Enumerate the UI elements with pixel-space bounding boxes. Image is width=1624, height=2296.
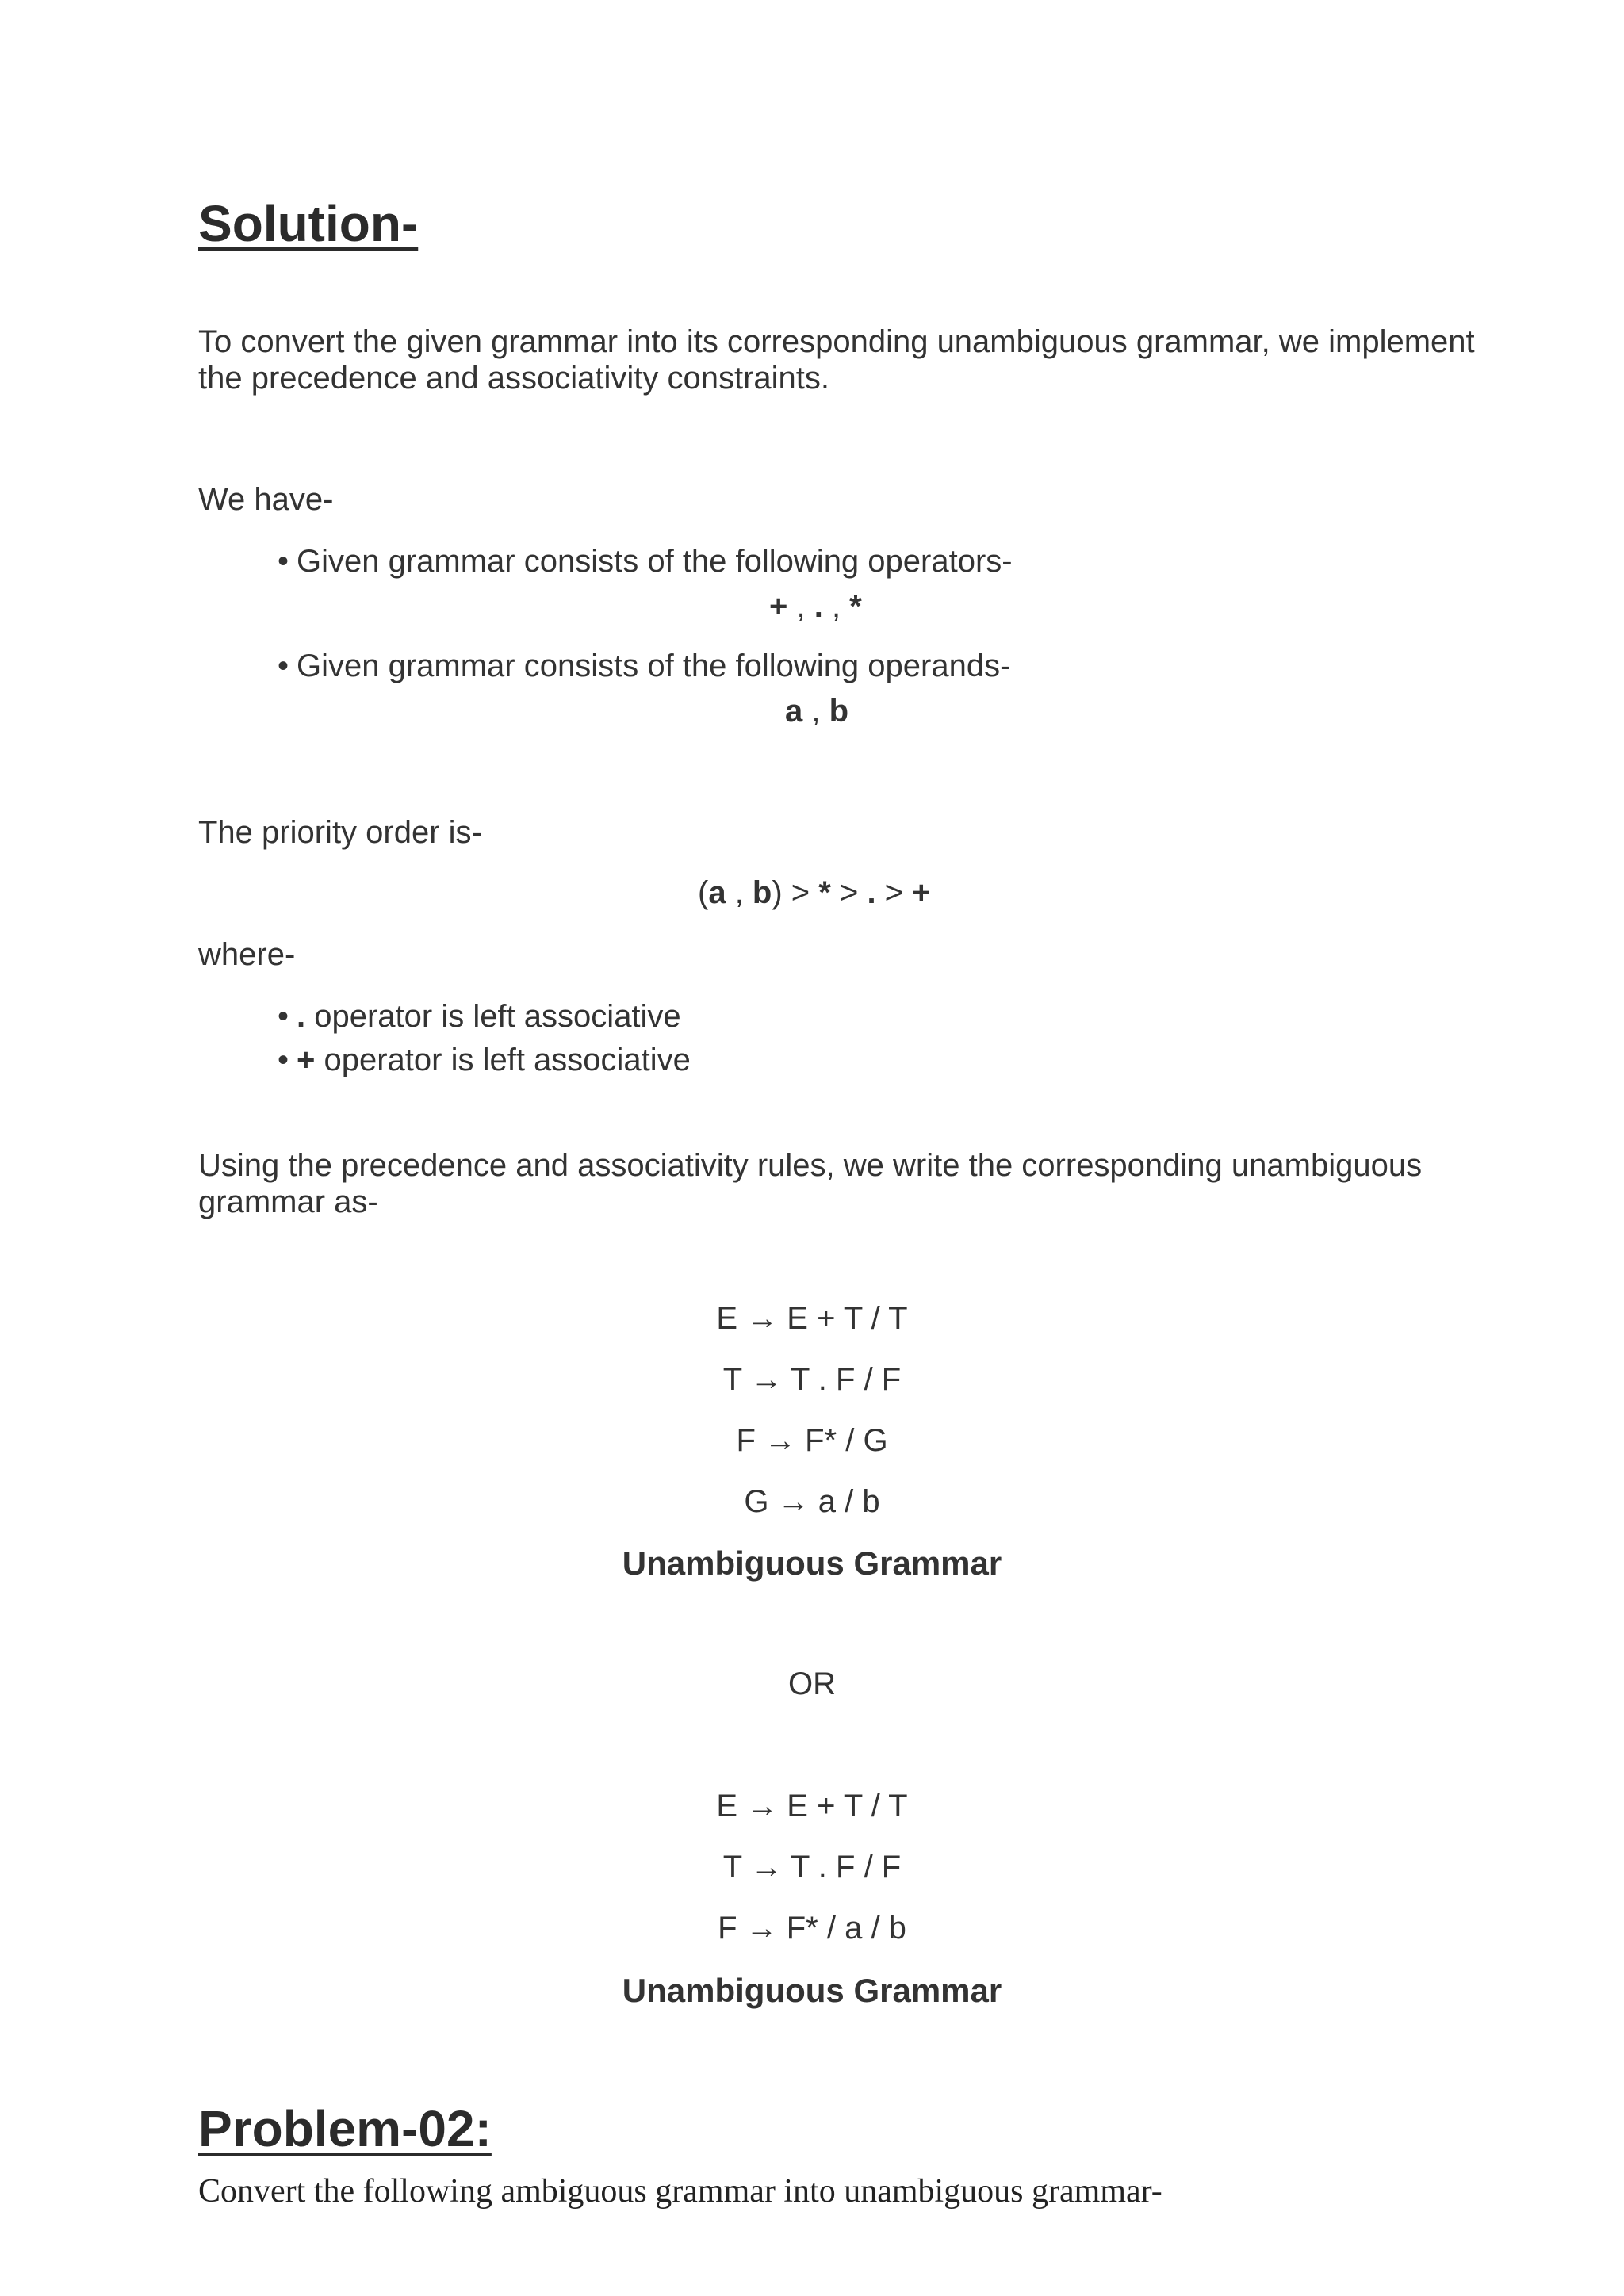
or-label: OR xyxy=(788,1667,836,1701)
priority-label: The priority order is- xyxy=(198,815,482,850)
grammar1-caption: Unambiguous Grammar xyxy=(622,1544,1002,1582)
operands-bullet xyxy=(278,649,1010,684)
operand-b: b xyxy=(829,694,849,729)
solution-heading: Solution- xyxy=(198,195,419,252)
bullet-icon: • xyxy=(278,544,289,579)
bullet-icon: • xyxy=(278,1043,289,1077)
where-label: where- xyxy=(198,937,296,972)
list-separator: , xyxy=(787,589,814,624)
grammar1-rule: E → E + T / T xyxy=(716,1301,908,1336)
assoc-text: operator is left associative xyxy=(315,1043,691,1077)
priority-open: ( xyxy=(698,875,709,910)
bullet-icon: • xyxy=(278,999,289,1034)
priority-a: a xyxy=(708,875,726,910)
assoc-bullet-dot xyxy=(278,999,681,1035)
priority-order xyxy=(698,875,931,911)
we-have-label: We have- xyxy=(198,482,334,517)
grammar1-rule: F → F* / G xyxy=(736,1423,888,1458)
intro-paragraph: To convert the given grammar into its corresponding unambiguous grammar, we implement the precedence and associativity constraints. xyxy=(198,324,1475,396)
operators-list xyxy=(769,589,862,625)
grammar2-rule: T → T . F / F xyxy=(722,1850,902,1885)
grammar2-caption: Unambiguous Grammar xyxy=(622,1972,1002,2009)
operands-list xyxy=(785,694,848,729)
operator-star: * xyxy=(849,589,862,624)
operator-plus: + xyxy=(769,589,788,624)
assoc-operator: . xyxy=(297,999,306,1034)
grammar1-rule: T → T . F / F xyxy=(722,1362,902,1397)
priority-close: ) > xyxy=(772,875,819,910)
grammar2-rule: E → E + T / T xyxy=(716,1789,908,1823)
using-paragraph: Using the precedence and associativity rules, we write the corresponding unambiguous grammar as- xyxy=(198,1148,1423,1219)
priority-dot: . xyxy=(867,875,876,910)
assoc-bullet-plus xyxy=(278,1043,691,1078)
grammar2-rule: F → F* / a / b xyxy=(718,1911,906,1946)
list-separator: , xyxy=(822,589,850,624)
problem-text: Convert the following ambiguous grammar into unambiguous grammar- xyxy=(198,2173,1162,2210)
priority-sep: , xyxy=(726,875,753,910)
operator-dot: . xyxy=(814,589,823,624)
grammar1-rule: G → a / b xyxy=(744,1484,880,1519)
priority-b: b xyxy=(752,875,772,910)
operands-bullet-text: Given grammar consists of the following operands- xyxy=(297,649,1011,683)
operators-bullet xyxy=(278,544,1013,580)
list-separator: , xyxy=(802,694,829,729)
operand-a: a xyxy=(785,694,803,729)
priority-gt: > xyxy=(830,875,868,910)
assoc-text: operator is left associative xyxy=(305,999,681,1034)
priority-star: * xyxy=(818,875,831,910)
operators-bullet-text: Given grammar consists of the following operators- xyxy=(297,544,1013,579)
priority-gt: > xyxy=(875,875,913,910)
problem-heading: Problem-02: xyxy=(198,2100,492,2157)
priority-plus: + xyxy=(912,875,931,910)
assoc-operator: + xyxy=(297,1043,316,1077)
bullet-icon: • xyxy=(278,649,289,683)
